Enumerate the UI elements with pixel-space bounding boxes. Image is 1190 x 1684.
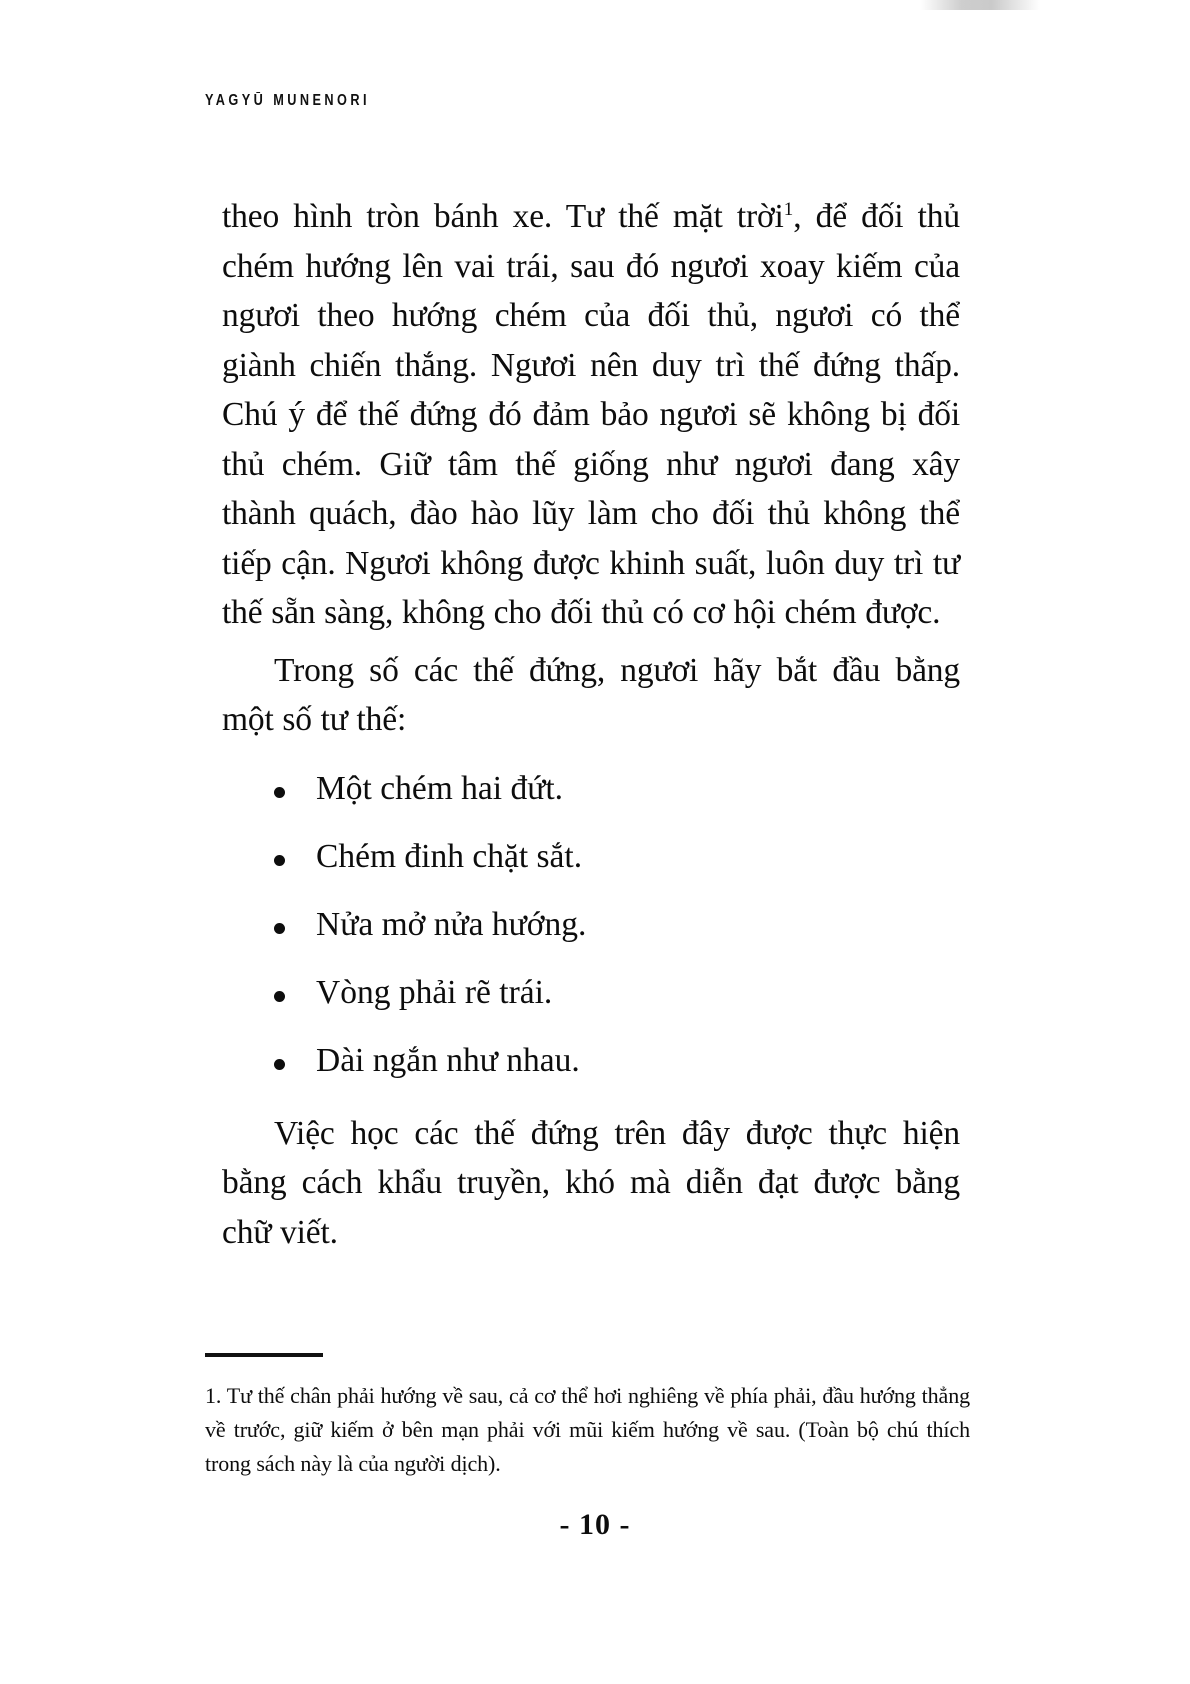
bullet-dot-icon bbox=[274, 855, 285, 866]
list-item-label: Vòng phải rẽ trái. bbox=[316, 973, 553, 1011]
list-item-label: Dài ngắn như nhau. bbox=[316, 1041, 580, 1079]
bullet-dot-icon bbox=[274, 923, 285, 934]
running-head-author: YAGYŪ MUNENORI bbox=[205, 92, 370, 109]
paragraph-continued-text-before-footnote: theo hình tròn bánh xe. Tư thế mặt trời bbox=[222, 198, 784, 235]
paragraph-continued-text-after-footnote: , để đối thủ chém hướng lên vai trái, sau đó ngươi xoay kiếm của ngươi theo hướng chém của đối thủ, ngươi có thể giành chiến thắng. Ngươi nên duy trì thế đứng thấp. Chú ý để thế đứng đó đảm bảo ngươi sẽ không bị đối thủ chém. Giữ tâm thế giống như ngươi đang xây thành quách, đào hào lũy làm cho đối thủ không thể tiếp cận. Ngươi không được khinh suất, luôn duy trì tư thế sẵn sàng, không cho đối thủ có cơ hội chém được. bbox=[222, 198, 960, 631]
list-item-label: Nửa mở nửa hướng. bbox=[316, 905, 587, 943]
list-item-label: Chém đinh chặt sắt. bbox=[316, 837, 583, 875]
list-item-label: Một chém hai đứt. bbox=[316, 769, 564, 807]
list-item bbox=[274, 1039, 960, 1083]
paragraph-stances-intro: Trong số các thế đứng, ngươi hãy bắt đầu bằng một số tư thế: bbox=[222, 651, 960, 738]
scan-artifact bbox=[920, 0, 1040, 10]
list-item bbox=[274, 835, 960, 879]
footnote-block bbox=[205, 1353, 970, 1481]
paragraph-oral-transmission: Việc học các thế đứng trên đây được thực hiện bằng cách khẩu truyền, khó mà diễn đạt được bằng chữ viết. bbox=[222, 1114, 960, 1251]
bullet-dot-icon bbox=[274, 991, 285, 1002]
bullet-dot-icon bbox=[274, 787, 285, 798]
page-number: - 10 - bbox=[559, 1508, 631, 1541]
footnote-separator-rule bbox=[205, 1353, 323, 1357]
bullet-dot-icon bbox=[274, 1059, 285, 1070]
list-item bbox=[274, 971, 960, 1015]
list-item bbox=[274, 767, 960, 811]
footnote-reference-marker[interactable]: 1 bbox=[783, 198, 794, 220]
paragraph-continued bbox=[222, 192, 960, 638]
list-item bbox=[274, 903, 960, 947]
footnote-text: 1. Tư thế chân phải hướng về sau, cả cơ thể hơi nghiêng về phía phải, đầu hướng thẳng về trước, giữ kiếm ở bên mạn phải với mũi kiếm hướng về sau. (Toàn bộ chú thích trong sách này là của người dịch). bbox=[205, 1383, 970, 1476]
pose-list bbox=[222, 767, 960, 1083]
text-column bbox=[222, 192, 960, 1257]
